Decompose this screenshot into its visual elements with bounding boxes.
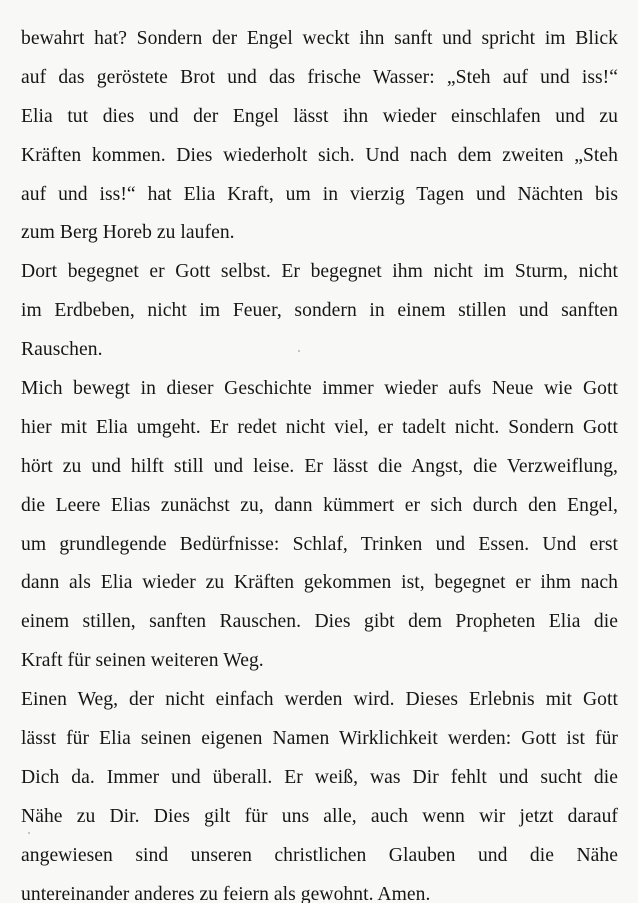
text-line: hört zu und hilft still und leise. Er lässt die Angst, die Verzweiflung,	[21, 455, 618, 477]
text-line: im Erdbeben, nicht im Feuer, sondern in einem stillen und sanften	[21, 300, 618, 322]
text-line: lässt für Elia seinen eigenen Namen Wirklichkeit werden: Gott ist für	[21, 728, 618, 750]
text-line: Nähe zu Dir. Dies gilt für uns alle, auch wenn wir jetzt darauf	[21, 805, 618, 827]
text-line: hier mit Elia umgeht. Er redet nicht viel, er tadelt nicht. Sondern Gott	[21, 416, 618, 438]
text-line: Mich bewegt in dieser Geschichte immer wieder aufs Neue wie Gott	[21, 378, 618, 400]
text-line: Elia tut dies und der Engel lässt ihn wieder einschlafen und zu	[21, 105, 618, 127]
text-line: bewahrt hat? Sondern der Engel weckt ihn sanft und spricht im Blick	[21, 28, 618, 49]
text-line: auf das geröstete Brot und das frische Wasser: „Steh auf und iss!“	[21, 66, 618, 88]
text-line: angewiesen sind unseren christlichen Glauben und die Nähe	[21, 844, 618, 866]
text-line: dann als Elia wieder zu Kräften gekommen ist, begegnet er ihm nach	[21, 572, 618, 594]
scan-speck	[28, 832, 30, 834]
text-line: auf und iss!“ hat Elia Kraft, um in vierzig Tagen und Nächten bis	[21, 183, 618, 205]
scan-speck	[298, 350, 300, 352]
text-line: Rauschen.	[21, 339, 103, 361]
document-body	[21, 20, 618, 903]
text-line: untereinander anderes zu feiern als gewohnt. Amen.	[21, 883, 431, 903]
text-line: Einen Weg, der nicht einfach werden wird. Dieses Erlebnis mit Gott	[21, 689, 618, 711]
text-line: Kräften kommen. Dies wiederholt sich. Und nach dem zweiten „Steh	[21, 144, 618, 166]
text-line: einem stillen, sanften Rauschen. Dies gibt dem Propheten Elia die	[21, 611, 618, 633]
text-line: zum Berg Horeb zu laufen.	[21, 222, 235, 244]
text-line: Dort begegnet er Gott selbst. Er begegnet ihm nicht im Sturm, nicht	[21, 261, 618, 283]
text-line: um grundlegende Bedürfnisse: Schlaf, Trinken und Essen. Und erst	[21, 533, 618, 555]
text-line: die Leere Elias zunächst zu, dann kümmert er sich durch den Engel,	[21, 494, 618, 516]
text-line: Kraft für seinen weiteren Weg.	[21, 650, 264, 672]
text-line: Dich da. Immer und überall. Er weiß, was Dir fehlt und sucht die	[21, 766, 618, 788]
